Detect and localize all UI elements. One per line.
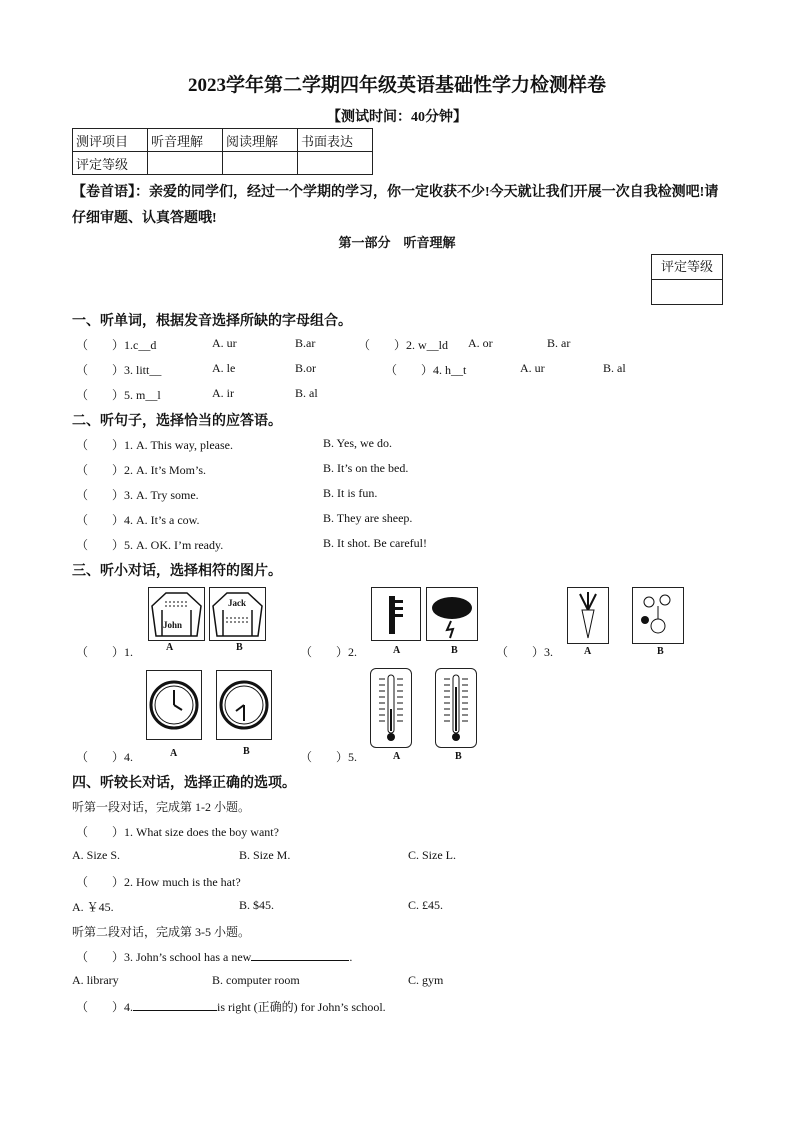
comb-image[interactable] bbox=[371, 587, 421, 641]
option-label: A bbox=[166, 642, 174, 653]
question: （ ）5. A. OK. I’m ready. bbox=[76, 538, 224, 552]
question: （ ）2. How much is the hat? bbox=[76, 875, 241, 889]
intro-text: 【卷首语】：亲爱的同学们，经过一个学期的学习，你一定收获不少!今天就让我们开展一次自我检测吧!请仔细审题、认真答题哦! bbox=[72, 185, 719, 226]
option-label: B bbox=[236, 642, 243, 653]
clock-b-image[interactable] bbox=[216, 670, 272, 740]
option: B. It is fun. bbox=[323, 486, 378, 500]
option: B. They are sheep. bbox=[323, 511, 413, 525]
question: （ ）5. m__l bbox=[76, 388, 161, 402]
thermometer-b-image[interactable] bbox=[435, 668, 477, 748]
clock-icon bbox=[147, 671, 201, 739]
option: A. library bbox=[72, 973, 119, 987]
sweater-icon bbox=[149, 588, 204, 640]
section-heading: 三、听小对话，选择相符的图片。 bbox=[72, 564, 282, 579]
question-text: （ ）4. bbox=[76, 1000, 134, 1014]
table-cell: 测评项目 bbox=[73, 129, 148, 152]
question: （ ）5. bbox=[300, 750, 358, 764]
grade-box-label: 评定等级 bbox=[660, 259, 713, 274]
question: （ ）3. litt__ bbox=[76, 363, 162, 377]
option: B. al bbox=[295, 386, 318, 400]
question: （ ）3. John’s school has a new . bbox=[76, 950, 353, 964]
option: B. Yes, we do. bbox=[323, 436, 393, 450]
option-label: B bbox=[657, 646, 664, 657]
option-label: B bbox=[243, 746, 250, 757]
clock-a-image[interactable] bbox=[146, 670, 202, 740]
option: A. le bbox=[212, 361, 236, 375]
question: （ ）1. bbox=[76, 645, 134, 659]
option: C. £45. bbox=[408, 898, 444, 912]
table-cell: 阅读理解 bbox=[223, 129, 298, 152]
option: B. al bbox=[603, 361, 626, 375]
score-table bbox=[72, 128, 373, 175]
grade-box bbox=[651, 254, 723, 305]
option: B. ar bbox=[547, 336, 571, 350]
question: （ ）1. What size does the boy want? bbox=[76, 825, 279, 839]
option: A. Size S. bbox=[72, 848, 120, 862]
question: （ ）2. w__ld bbox=[358, 338, 449, 352]
option: A. ur bbox=[520, 361, 545, 375]
sweater-jack-image[interactable] bbox=[209, 587, 266, 641]
grade-cell[interactable] bbox=[223, 152, 298, 175]
option: A. or bbox=[468, 336, 493, 350]
thermometer-icon bbox=[436, 669, 476, 747]
comb-icon bbox=[372, 588, 420, 640]
question: （ ）3. A. Try some. bbox=[76, 488, 199, 502]
grade-box-field[interactable] bbox=[652, 279, 722, 304]
thermometer-icon bbox=[371, 669, 411, 747]
part-title: 第一部分 听音理解 bbox=[338, 235, 456, 250]
option-label: A bbox=[393, 751, 401, 762]
sweater-name: John bbox=[163, 620, 183, 630]
table-cell: 听音理解 bbox=[148, 129, 223, 152]
option: B.ar bbox=[295, 336, 316, 350]
option-label: A bbox=[170, 748, 178, 759]
sweater-icon bbox=[210, 588, 265, 640]
page-title: 2023学年第二学期四年级英语基础性学力检测样卷 bbox=[187, 75, 606, 96]
question: （ ）2. A. It’s Mom’s. bbox=[76, 463, 207, 477]
sweater-john-image[interactable] bbox=[148, 587, 205, 641]
question: （ ）4. bbox=[76, 750, 134, 764]
storm-cloud-icon bbox=[427, 588, 477, 640]
option: C. Size L. bbox=[408, 848, 456, 862]
question: （ ）1. A. This way, please. bbox=[76, 438, 233, 452]
question: （ ）2. bbox=[300, 645, 358, 659]
question-text: （ ）3. John’s school has a new bbox=[76, 950, 252, 964]
carrots-image[interactable] bbox=[567, 587, 609, 644]
option: C. gym bbox=[408, 973, 444, 987]
option-label: B bbox=[455, 751, 462, 762]
option: A. ￥45. bbox=[72, 900, 114, 914]
question bbox=[76, 998, 386, 1015]
plant-image[interactable] bbox=[632, 587, 684, 644]
table-cell: 书面表达 bbox=[298, 129, 373, 152]
thermometer-a-image[interactable] bbox=[370, 668, 412, 748]
option: B. It shot. Be careful! bbox=[323, 536, 427, 550]
flower-plant-icon bbox=[633, 588, 683, 643]
option: A. ur bbox=[212, 336, 237, 350]
carrot-icon bbox=[568, 588, 608, 643]
section-heading: 四、听较长对话，选择正确的选项。 bbox=[72, 776, 296, 791]
question-text: is right (正确的) for John’s school. bbox=[217, 1000, 386, 1014]
grade-cell[interactable] bbox=[298, 152, 373, 175]
section-heading: 一、听单词，根据发音选择所缺的字母组合。 bbox=[72, 314, 352, 329]
instruction: 听第二段对话，完成第 3-5 小题。 bbox=[72, 925, 250, 939]
option-label: A bbox=[584, 646, 592, 657]
option: A. ir bbox=[212, 386, 234, 400]
option: B. It’s on the bed. bbox=[323, 461, 409, 475]
question: （ ）3. bbox=[496, 645, 554, 659]
question: （ ）4. h__t bbox=[385, 363, 467, 377]
option-label: A bbox=[393, 645, 401, 656]
table-cell: 评定等级 bbox=[73, 152, 148, 175]
answer-blank[interactable] bbox=[251, 949, 349, 961]
clock-icon bbox=[217, 671, 271, 739]
sweater-name: Jack bbox=[228, 598, 246, 608]
test-time: 【测试时间：40分钟】 bbox=[327, 110, 467, 125]
answer-blank[interactable] bbox=[133, 999, 217, 1011]
option: B. computer room bbox=[212, 973, 300, 987]
section-heading: 二、听句子，选择恰当的应答语。 bbox=[72, 414, 282, 429]
instruction: 听第一段对话，完成第 1-2 小题。 bbox=[72, 800, 250, 814]
option: B. $45. bbox=[239, 898, 275, 912]
question: （ ）1.c__d bbox=[76, 338, 157, 352]
storm-image[interactable] bbox=[426, 587, 478, 641]
question: （ ）4. A. It’s a cow. bbox=[76, 513, 200, 527]
option: B. Size M. bbox=[239, 848, 291, 862]
grade-cell[interactable] bbox=[148, 152, 223, 175]
option: B.or bbox=[295, 361, 316, 375]
option-label: B bbox=[451, 645, 458, 656]
